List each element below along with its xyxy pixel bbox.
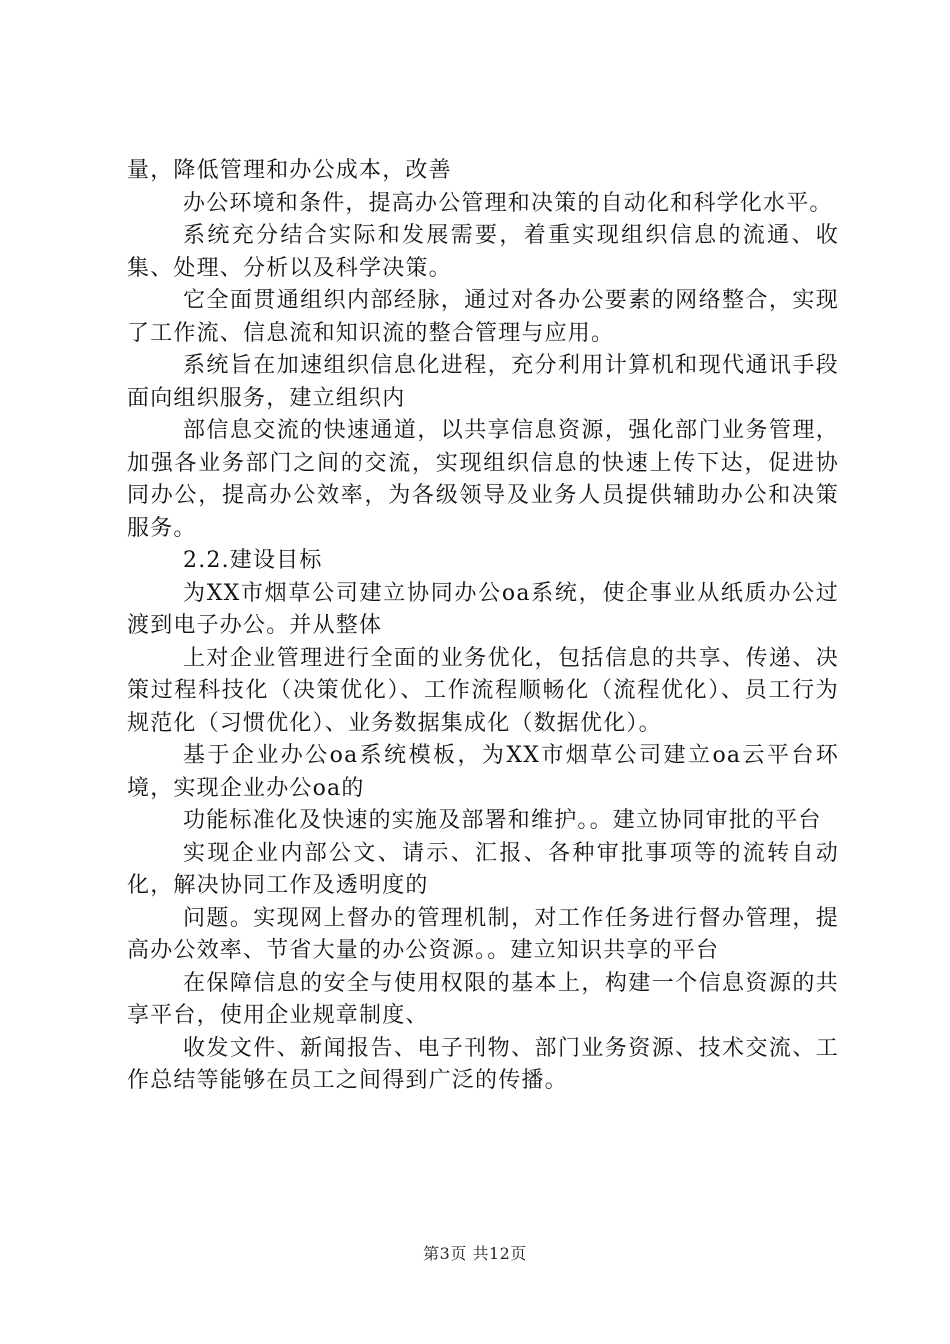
paragraph-1: 量，降低管理和办公成本，改善	[127, 158, 452, 183]
paragraph-6: 部信息交流的快速通道，以共享信息资源，强化部门业务管理，加强各业务部门之间的交流，实现组织信息的快速上传下达，促进协同办公，提高办公效率，为各级领导及业务人员提供辅助办公和决策服务。	[127, 418, 839, 541]
paragraph-9: 基于企业办公oa系统模板，为XX市烟草公司建立oa云平台环境，实现企业办公oa的	[127, 743, 839, 801]
paragraph-5: 系统旨在加速组织信息化进程，充分利用计算机和现代通讯手段面向组织服务，建立组织内	[127, 353, 839, 411]
paragraph-7: 为XX市烟草公司建立协同办公oa系统，使企事业从纸质办公过渡到电子办公。并从整体	[127, 580, 839, 638]
paragraph-12: 问题。实现网上督办的管理机制，对工作任务进行督办管理，提高办公效率、节省大量的办公资源。。建立知识共享的平台	[127, 905, 839, 963]
paragraph-13: 在保障信息的安全与使用权限的基本上，构建一个信息资源的共享平台，使用企业规章制度、	[127, 970, 839, 1028]
paragraph-10: 功能标准化及快速的实施及部署和维护。。建立协同审批的平台	[183, 808, 822, 833]
section-heading: 2.2.建设目标	[183, 548, 323, 573]
page-number-footer: 第3页 共12页	[423, 1244, 527, 1263]
paragraph-3: 系统充分结合实际和发展需要，着重实现组织信息的流通、收集、处理、分析以及科学决策。	[127, 223, 839, 281]
paragraph-11: 实现企业内部公文、请示、汇报、各种审批事项等的流转自动化，解决协同工作及透明度的	[127, 840, 839, 898]
document-body	[127, 155, 839, 1098]
paragraph-14: 收发文件、新闻报告、电子刊物、部门业务资源、技术交流、工作总结等能够在员工之间得到广泛的传播。	[127, 1035, 839, 1093]
paragraph-4: 它全面贯通组织内部经脉，通过对各办公要素的网络整合，实现了工作流、信息流和知识流的整合管理与应用。	[127, 288, 839, 346]
paragraph-8: 上对企业管理进行全面的业务优化，包括信息的共享、传递、决策过程科技化（决策优化）、工作流程顺畅化（流程优化）、员工行为规范化（习惯优化）、业务数据集成化（数据优化）。	[127, 645, 839, 736]
paragraph-2: 办公环境和条件，提高办公管理和决策的自动化和科学化水平。	[183, 190, 833, 216]
